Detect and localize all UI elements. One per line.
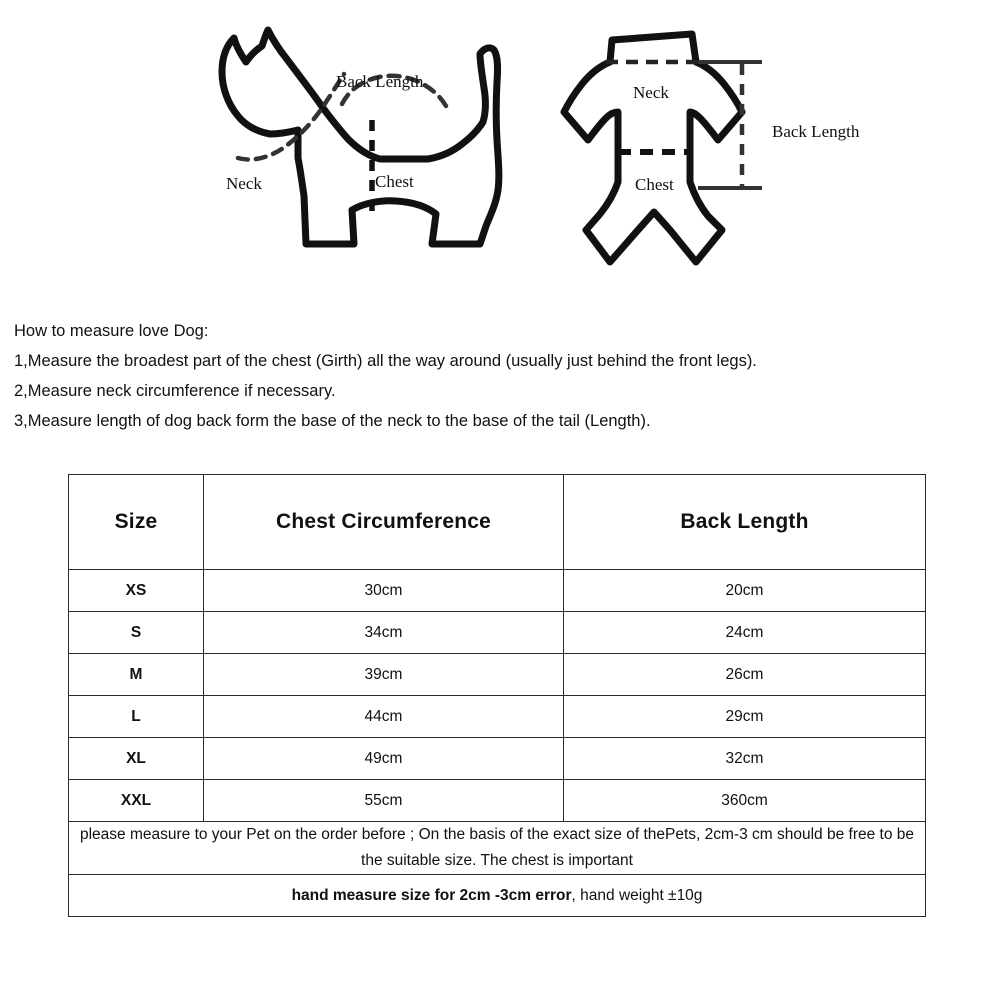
cell-size: XS [69, 570, 204, 612]
cell-back: 360cm [564, 780, 926, 822]
diagram-area [0, 0, 1000, 300]
cell-back: 24cm [564, 612, 926, 654]
instruction-line-1: 1,Measure the broadest part of the chest (Girth) all the way around (usually just behind the front legs). [14, 352, 757, 370]
header-size: Size [69, 475, 204, 570]
note-text-1: please measure to your Pet on the order before ; On the basis of the exact size of thePets, 2cm-3 cm should be free to be the suitable size. The chest is important [69, 822, 926, 875]
table-note-row-2 [69, 875, 926, 917]
garment-chest-label: Chest [635, 175, 674, 194]
instruction-line-3: 3,Measure length of dog back form the base of the neck to the base of the tail (Length). [14, 412, 651, 430]
table-row [69, 780, 926, 822]
table-row [69, 738, 926, 780]
cell-chest: 55cm [204, 780, 564, 822]
cell-back: 29cm [564, 696, 926, 738]
cell-back: 32cm [564, 738, 926, 780]
table-row [69, 696, 926, 738]
dog-outline [222, 30, 499, 244]
instructions-block [14, 316, 974, 436]
cell-size: S [69, 612, 204, 654]
cell-chest: 49cm [204, 738, 564, 780]
garment-measurement-diagram [550, 0, 930, 300]
dog-back-length-label: Back Length [336, 72, 424, 91]
note-text-2-bold: hand measure size for 2cm -3cm error [291, 886, 572, 904]
cell-back: 26cm [564, 654, 926, 696]
cell-size: L [69, 696, 204, 738]
table-row [69, 654, 926, 696]
garment-neck-label: Neck [633, 83, 669, 102]
size-chart-table [68, 474, 926, 917]
table-header-row [69, 475, 926, 570]
cell-chest: 44cm [204, 696, 564, 738]
table-note-row-1 [69, 822, 926, 875]
dog-neck-label: Neck [226, 174, 262, 193]
cell-size: XL [69, 738, 204, 780]
dog-chest-label: Chest [375, 172, 414, 191]
instruction-line-2: 2,Measure neck circumference if necessary. [14, 382, 336, 400]
cell-back: 20cm [564, 570, 926, 612]
note-text-2-rest: , hand weight ±10g [571, 886, 703, 904]
cell-chest: 34cm [204, 612, 564, 654]
cell-chest: 39cm [204, 654, 564, 696]
cell-size: M [69, 654, 204, 696]
note-text-2 [69, 875, 926, 917]
garment-outline [564, 34, 742, 262]
table-row [69, 570, 926, 612]
garment-back-length-label: Back Length [772, 122, 860, 141]
cell-size: XXL [69, 780, 204, 822]
table-row [69, 612, 926, 654]
instructions-heading: How to measure love Dog: [14, 322, 209, 340]
header-chest-circumference: Chest Circumference [204, 475, 564, 570]
header-back-length: Back Length [564, 475, 926, 570]
cell-chest: 30cm [204, 570, 564, 612]
